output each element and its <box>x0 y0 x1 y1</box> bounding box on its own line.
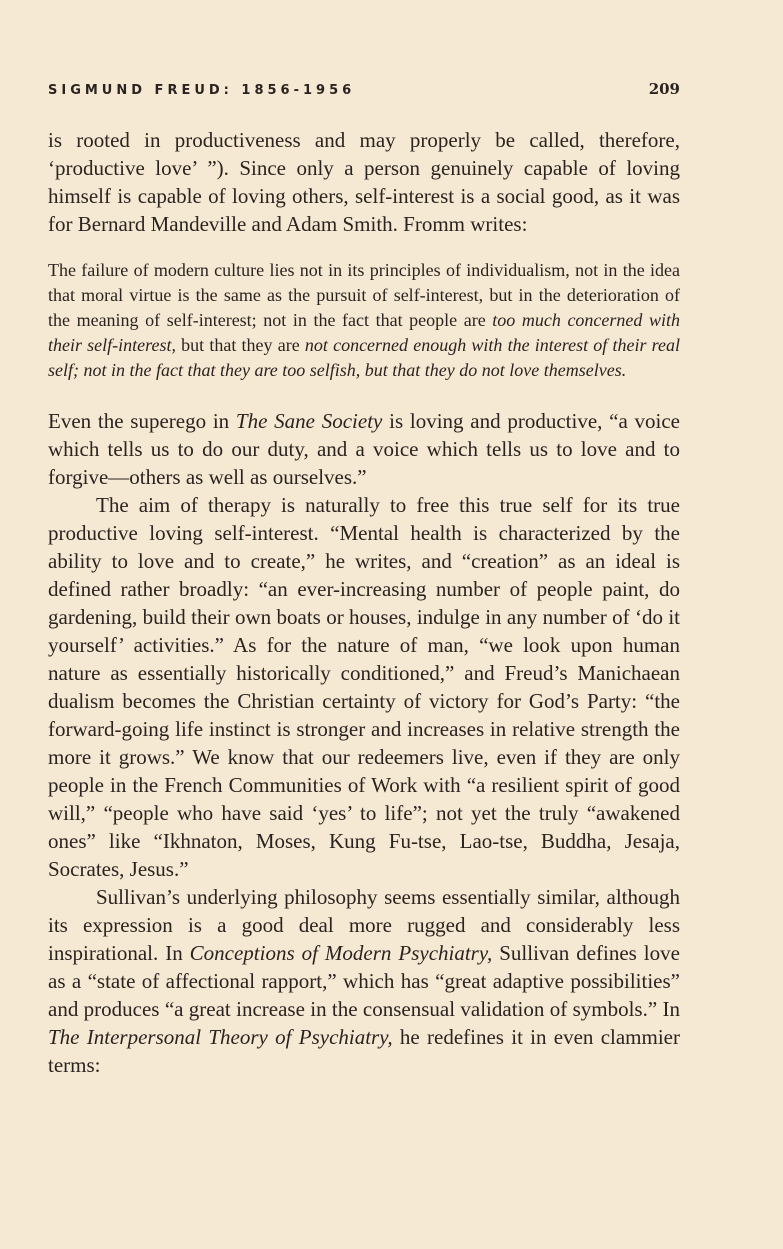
running-title: SIGMUND FREUD: 1856-1956 <box>48 83 356 98</box>
page-number: 209 <box>648 80 680 98</box>
paragraph-3: The aim of therapy is naturally to free this true self for its true productive loving self-interest. “Mental health is characterized by the ability to love and to create,” he writes, and “creation” as an ideal is defined rather broadly: “an ever-increasing number of people paint, do gardening, build their own boats or houses, indulge in any number of ‘do it yourself’ activities.” As for the nature of man, “we look upon human nature as essentially historically conditioned,” and Freud’s Manichaean dualism becomes the Christian certainty of victory for God’s Party: “the forward-going life instinct is stronger and increases in relative strength the more it grows.” We know that our redeemers live, even if they are only people in the French Communities of Work with “a resilient spirit of good will,” “people who have said ‘yes’ to life”; not yet the truly “awakened ones” like “Ikhnaton, Moses, Kung Fu-tse, Lao-tse, Buddha, Jesaja, Socrates, Jesus.” <box>48 493 680 881</box>
paragraph-1: is rooted in productiveness and may properly be called, therefore, ‘productive love’ ”). Since only a person genuinely capable of loving himself is capable of loving others, self-interest is a social good, as it was for Bernard Mandeville and Adam Smith. Fromm writes: <box>48 128 680 236</box>
quote-text-c: but that they are <box>176 335 305 355</box>
p2-title-sane-society: The Sane Society <box>235 409 383 433</box>
p2-text-c: is loving and productive, “a voice which tells us to do our duty, and a voice which tells us to love and to forgive—others as well as ourselves.” <box>48 409 681 489</box>
quote-italic-d: not concerned enough with the interest of their real self; not in the fact that they are too selfish, but that they do not love themselves. <box>48 335 680 380</box>
p4-text-a: Sullivan’s underlying philosophy seems essentially similar, although its expression is a good deal more rugged and considerably less inspirational. In <box>48 885 680 965</box>
book-page <box>48 80 680 1079</box>
p4-text-c: Sullivan defines love as a “state of affectional rapport,” which has “great adaptive possibilities” and produces “a great increase in the consensual validation of symbols.” In <box>48 941 680 1021</box>
paragraph-2 <box>48 407 680 491</box>
p2-text-a: Even the superego in <box>48 409 236 433</box>
quote-text-a: The failure of modern culture lies not in its principles of individualism, not in the idea that moral virtue is the same as the pursuit of self-interest, but in the deterioration of the meaning of self-interest; not in the fact that people are <box>48 260 680 330</box>
p4-title-conceptions: Conceptions of Modern Psychiatry, <box>189 941 493 965</box>
quote-italic-b: too much concerned with their self-interest, <box>48 310 680 355</box>
block-quote <box>48 258 680 383</box>
p4-text-e: he redefines it in even clammier terms: <box>48 1025 680 1077</box>
p4-title-interpersonal: The Interpersonal Theory of Psychiatry, <box>48 1025 393 1049</box>
paragraph-4 <box>48 883 680 1079</box>
running-head <box>48 80 680 98</box>
